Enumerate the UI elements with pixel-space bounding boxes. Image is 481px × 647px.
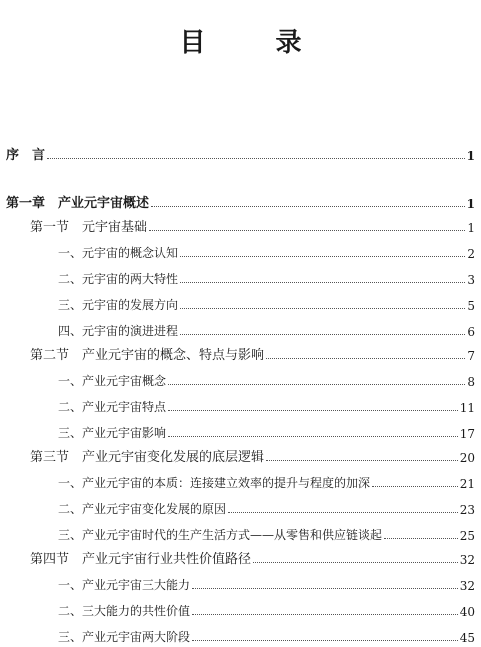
toc-entry[interactable] [6,145,475,163]
toc-entry-label: 第四节 产业元宇宙行业共性价值路径 [30,552,252,567]
toc-entry-page: 32 [459,553,475,567]
toc-entry-label: 序 言 [6,148,46,163]
toc-entry-label: 三、产业元宇宙时代的生产生活方式——从零售和供应链谈起 [58,528,383,542]
toc-entry[interactable] [58,601,475,619]
toc-entry[interactable] [58,321,475,339]
toc-entry[interactable] [58,243,475,261]
toc-entry[interactable] [58,397,475,415]
dot-leader [151,206,465,207]
dot-leader [180,334,465,335]
toc-entry[interactable] [58,499,475,517]
toc-entry-page: 21 [459,477,475,491]
toc-entry-page: 1 [467,221,475,235]
toc-entry[interactable] [58,473,475,491]
toc-entry[interactable] [30,217,475,235]
dot-leader [192,640,458,641]
dot-leader [372,486,458,487]
toc-entry-label: 一、产业元宇宙概念 [58,374,167,388]
dot-leader [180,308,465,309]
dot-leader [180,256,465,257]
dot-leader [228,512,458,513]
toc-entry-label: 二、三大能力的共性价值 [58,604,191,618]
toc-entry-page: 17 [459,427,475,441]
toc-entry-page: 1 [466,197,475,211]
toc-entry[interactable] [6,193,475,211]
toc-entry-label: 第一节 元宇宙基础 [30,220,148,235]
dot-leader [253,562,458,563]
toc-entry-label: 四、元宇宙的演进进程 [58,324,179,338]
toc-entry-label: 三、产业元宇宙两大阶段 [58,630,191,644]
toc-entry-page: 1 [466,149,475,163]
toc-entry[interactable] [58,269,475,287]
dot-leader [180,282,465,283]
toc-entry-label: 第三节 产业元宇宙变化发展的底层逻辑 [30,450,265,465]
toc-entry-label: 一、产业元宇宙的本质：连接建立效率的提升与程度的加深 [58,476,371,490]
dot-leader [266,358,465,359]
toc-entry-label: 第二节 产业元宇宙的概念、特点与影响 [30,348,265,363]
dot-leader [149,230,465,231]
toc-entry-page: 40 [459,605,475,619]
toc-entry-label: 三、产业元宇宙影响 [58,426,167,440]
toc-entry[interactable] [58,627,475,645]
dot-leader [192,614,458,615]
toc-entry-page: 32 [459,579,475,593]
toc-entry-page: 11 [459,401,475,415]
toc-entry-label: 二、产业元宇宙特点 [58,400,167,414]
toc-entry-page: 7 [467,349,475,363]
toc-entry-label: 第一章 产业元宇宙概述 [6,196,150,211]
toc-entry-page: 25 [459,529,475,543]
toc-entry[interactable] [58,295,475,313]
toc-entry[interactable] [58,423,475,441]
dot-leader [266,460,458,461]
toc-entry-label: 二、产业元宇宙变化发展的原因 [58,502,227,516]
toc-entry[interactable] [30,345,475,363]
toc-entry-page: 5 [467,299,475,313]
toc-entry-label: 一、产业元宇宙三大能力 [58,578,191,592]
dot-leader [384,538,458,539]
toc-entry-page: 20 [459,451,475,465]
toc-entry-page: 3 [467,273,475,287]
dot-leader [192,588,458,589]
dot-leader [168,436,458,437]
toc-entry-page: 6 [467,325,475,339]
dot-leader [168,384,465,385]
dot-leader [47,158,465,159]
toc-entry-label: 三、元宇宙的发展方向 [58,298,179,312]
toc-entry[interactable] [58,371,475,389]
toc-entry-page: 45 [459,631,475,645]
toc-entry-page: 8 [467,375,475,389]
page-title: 目 录 [179,28,324,58]
toc-entry[interactable] [30,549,475,567]
toc-entry-label: 一、元宇宙的概念认知 [58,246,179,260]
toc-entry[interactable] [30,447,475,465]
toc-entry-label: 二、元宇宙的两大特性 [58,272,179,286]
toc-entry[interactable] [58,525,475,543]
toc-entry-page: 2 [467,247,475,261]
toc-entry[interactable] [58,575,475,593]
dot-leader [168,410,458,411]
toc-entry-page: 23 [459,503,475,517]
